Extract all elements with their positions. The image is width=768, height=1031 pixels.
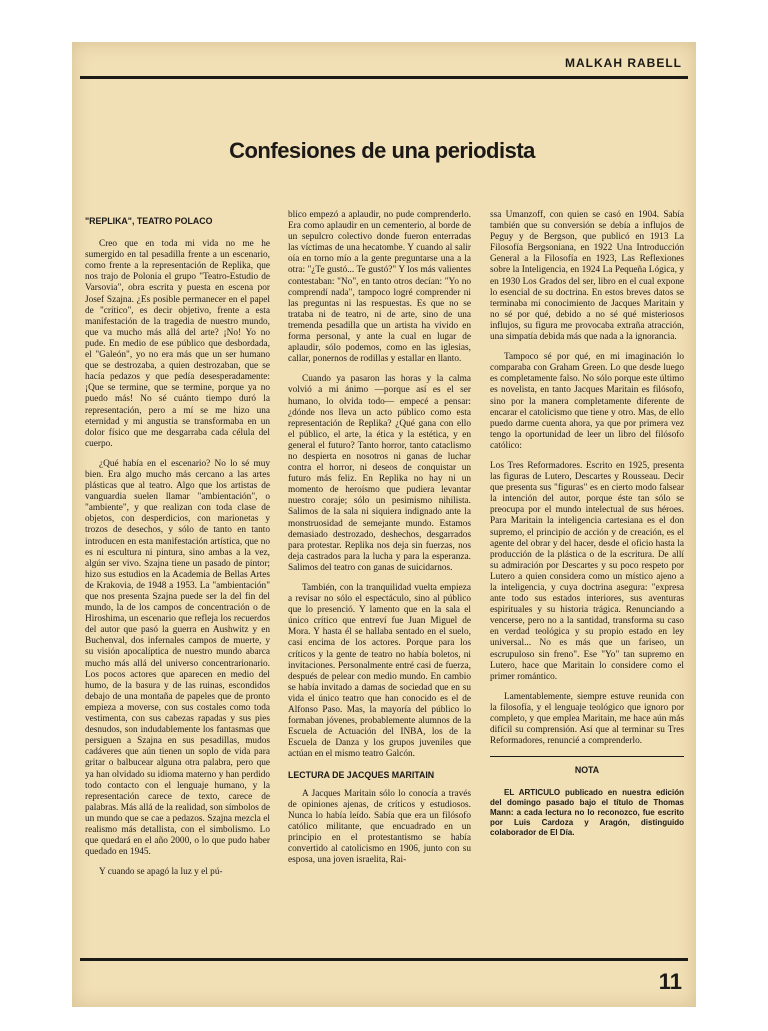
paragraph: A Jacques Maritain sólo lo conocía a través de opiniones ajenas, de críticos y estudiosos. Nunca lo había leído. Sabía que era un filósofo católico militante, que encuadrado en un principio en el protestantismo se había convertido al catolicismo en 1906, junto con su esposa, una joven israelita, Rai- <box>288 788 471 866</box>
magazine-page <box>72 42 696 1007</box>
column-2 <box>288 210 471 875</box>
paragraph: Lamentablemente, siempre estuve reunida con la filosofía, y el lenguaje teológico que ignoro por completo, y que emplea Maritain, me hace aún más difícil su comprensión. Así que al terminar su Tres Reformadores, renuncié a comprenderlo. <box>490 691 684 747</box>
column-1 <box>85 210 270 887</box>
page-number: 11 <box>658 969 682 994</box>
bottom-rule <box>80 958 688 961</box>
paragraph: ¿Qué había en el escenario? No lo sé muy bien. Era algo mucho más cercano a las artes plásticas que al teatro. Algo que los artistas de vanguardia suelen llamar "ambientación", o "ambiente", y que realizan con toda clase de objetos, con desperdicios, con marionetas y trozos de desechos, y sólo de tanto en tanto introducen en esta manifestación artística, que no es ni escultura ni pintura, sino ambas a la vez, algún ser vivo. Szajna tiene un pasado de pintor; hizo sus estudios en la Academia de Bellas Artes de Krakovia, de 1948 a 1953. La "ambientación" que nos presenta Szajna puede ser la del fin del mundo, la de los campos de concentración o de Hiroshima, un escenario que refleja los recuerdos del autor que pasó la guerra en Aushwitz y en Buchenval, dos infernales campos de muerte, y su visión apocalíptica de nuestro mundo abarca mucho más allá del universo concentrarionario. Los pocos actores que aparecen en medio del humo, de la basura y de las ruinas, escondidos debajo de una montaña de papeles que de pronto empieza a moverse, con sus costales como toda vestimenta, con sus cabezas rapadas y sus pies desnudos, son indudablemente los fantasmas que persiguen a Szajna en sus pesadillas, mudos cadáveres que aún tienen un soplo de vida para gritar o balbucear alguna otra palabra, pero que ya han olvidado su idioma materno y han perdido todo contacto con el lenguaje humano, y la representación carece de texto, carece de palabras. Más allá de la realidad, son símbolos de un mundo que se cae a pedazos. Szajna mezcla el realismo más detallista, con el simbolismo. Lo que quedará en el año 2000, o lo que pudo haber quedado en 1945. <box>85 458 270 858</box>
paragraph: blico empezó a aplaudir, no pude comprenderlo. Era como aplaudir en un cementerio, al borde de un sepulcro colectivo donde fueron enterradas las víctimas de una hecatombe. Y cuando al salir oía en torno mío a la gente preguntarse una a la otra: "¿Te gustó... Te gustó?" Y los más valientes contestaban: "No", en tanto otros decían: "Yo no comprendí nada", tampoco logré comprender ni las preguntas ni las respuestas. Es que no se trataba ni de teatro, ni de arte, sino de una tremenda pesadilla que un artista ha vivido en forma personal, y ante la cual en lugar de aplaudir, sólo podemos, como en las iglesias, callar, ponernos de rodillas y estallar en llanto. <box>288 210 471 365</box>
note-divider <box>490 756 684 757</box>
author-name: MALKAH RABELL <box>565 56 682 70</box>
column-3 <box>490 210 684 847</box>
note-text: EL ARTICULO publicado en nuestra edición del domingo pasado bajo el título de Thomas Mann: a cada lectura no lo reconozco, fue escrito por Luis Cardoza y Aragón, distinguido colaborador de El Día. <box>490 788 684 838</box>
paragraph: Los Tres Reformadores. Escrito en 1925, presenta las figuras de Lutero, Descartes y Rousseau. Decir que presenta sus "figuras" es en cierto modo falsear la intención del autor, porque éste tan sólo se preocupa por el mundo intelectual de sus héroes. Para Maritain la inteligencia cartesiana es el don supremo, el principio de acción y de creación, es el agente del obrar y del hacer, desde el oficio hasta la producción de la plástica o de la escritura. De allí su admiración por Descartes y su poco respeto por Lutero a quien considera como un místico ajeno a la inteligencia, y cuya doctrina asegura: "expresa ante todo sus estados interiores, sus aventuras espirituales y su historia trágica. Renunciando a vencerse, pero no a la santidad, transforma su caso en verdad teológica y su propio estado en ley universal... No es más que un fariseo, un escrupuloso sin freno". Ese "Yo" tan supremo en Lutero, hace que Maritain lo considere como el primer romántico. <box>490 460 684 682</box>
top-rule <box>80 76 688 79</box>
section-subtitle: "REPLIKA", TEATRO POLACO <box>85 216 213 226</box>
paragraph: Creo que en toda mi vida no me he sumergido en tal pesadilla frente a un escenario, como frente a la representación de Replika, que nos trajo de Polonia el grupo "Teatro-Estudio de Varsovia", obra escrita y puesta en escena por Josef Szajna. ¿Es posible permanecer en el papel de "crítico", es decir objetivo, frente a esta manifestación de la tragedia de nuestro mundo, que va mucho más allá del arte? ¡No! Yo no pude. En medio de ese público que desbordada, el "Galeón", yo no era más que un ser humano que se destrozaba, a quien destrozaban, que se hacía pedazos y que pedía desesperadamente: ¡Que se termine, que se termine, porque ya no puedo más! No sé cuánto tiempo duró la representación, pero a mí se me hizo una eternidad y mi angustia se transformaba en un dolor físico que me desgarraba cada célula del cuerpo. <box>85 239 270 449</box>
note-heading: NOTA <box>574 765 600 776</box>
article-title: Confesiones de una periodista <box>229 138 535 163</box>
paragraph: Tampoco sé por qué, en mi imaginación lo comparaba con Graham Green. Lo que desde luego es completamente falso. No sólo porque este último es novelista, en tanto Jacques Maritain es filósofo, sino por la manera completamente diferente de encarar el catolicismo que tiene y otro. Mas, de ello puedo darme cuenta ahora, ya que por primera vez tengo la oportunidad de leer un libro del filósofo católico: <box>490 352 684 451</box>
section-subtitle: LECTURA DE JACQUES MARITAIN <box>288 769 435 780</box>
paragraph: También, con la tranquilidad vuelta empieza a revisar no sólo el espectáculo, sino al público que lo presenció. Y lamento que en la sala el único crítico que entreví fue Juan Miguel de Mora. Y hasta él se hallaba sentado en el suelo, casi encima de los actores. Porque para los críticos y la gente de teatro no había boletos, ni invitaciones. Personalmente entré casi de fuerza, después de pelear con medio mundo. En cambio se había invitado a damas de sociedad que en su vida el único teatro que han conocido es el de Alfonso Paso. Mas, la mayoría del público lo formaban jóvenes, probablemente alumnos de la Escuela de Actuación del INBA, los de la Escuela de Danza y los grupos juveniles que actúan en el mismo teatro Galcón. <box>288 583 471 760</box>
paragraph: Y cuando se apagó la luz y el pú- <box>99 867 223 878</box>
paragraph: ssa Umanzoff, con quien se casó en 1904. Sabía también que su conversión se debía a influjos de Peguy y de Bergson, que publicó en 1913 La Filosofía Bergsoniana, en 1922 Una Introducción General a la Filosofía en 1923, Las Reflexiones sobre la Inteligencia, en 1924 La Pequeña Lógica, y en 1930 Los Grados del ser, libro en el cual expone lo esencial de su doctrina. En estos breves datos se terminaba mi conocimiento de Jacques Maritain y no sé por qué, debido a no sé qué misteriosos influjos, su figura me provocaba extraña atracción, una simpatía debida más que nada a la ignorancia. <box>490 210 684 343</box>
paragraph: Cuando ya pasaron las horas y la calma volvió a mi ánimo —porque así es el ser humano, lo olvida todo— empecé a pensar: ¿dónde nos lleva un acto público como esta representación de Replika? ¿Qué gana con ello el público, el arte, la ética y la estética, y en general el futuro? Tanto horror, tanto cataclismo no despierta en nosotros ni ganas de luchar contra el horror, ni deseos de conquistar un futuro más feliz. En Replika no hay ni un momento de heroísmo que pudiera levantar nuestro coraje; sólo un pesimismo nihilista. Salimos de la sala ni siquiera indignado ante la monstruosidad de semejante mundo. Estamos demasiado destrozado, deshechos, desgarrados para protestar. Replika nos deja sin fuerzas, nos deja castrados para la lucha y para la esperanza. Salimos del teatro con ganas de suicidarnos. <box>288 374 471 573</box>
